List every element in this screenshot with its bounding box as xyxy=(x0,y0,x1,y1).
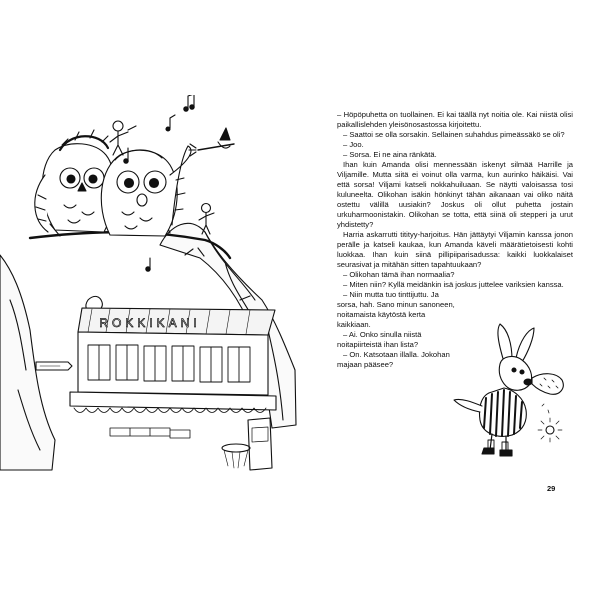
narrow-text-block xyxy=(337,290,455,370)
paragraph: – Miten niin? Kyllä meidänkin isä joskus juttelee variksien kanssa. xyxy=(343,280,564,289)
hopscotch xyxy=(110,428,190,438)
dog-illustration xyxy=(452,322,577,472)
signpost xyxy=(36,362,72,370)
paragraph: – On. Katsotaan illalla. Jokohan majaan pääsee? xyxy=(337,350,450,369)
paragraph: – Ai. Onko sinulla niistä noitapiirteistä ihan lista? xyxy=(337,330,422,349)
illustration xyxy=(0,95,300,475)
small-figure xyxy=(110,121,136,155)
paragraph: – Höpöpuhetta on tuollainen. Ei kai täällä nyt noitia ole. Kai niistä olisi paikallislehden yleisönosastossa kirjoitettu. xyxy=(337,110,573,129)
paragraph: – Niin mutta tuo tinttijuttu. Ja sorsa, hah. Sano minun sanoneen, noitamaista käytöstä kerta kaikkiaan. xyxy=(337,290,455,329)
basketball-hoop xyxy=(222,418,272,470)
paragraph: Ihan kuin Amanda olisi mennessään iskenyt silmää Harrille ja Viljamille. Mutta siitä ei voinut olla varma, kun aurinko häikäisi. Vai että sorsa! Viljami katseli nokkahuiluaan. Se näytti valoisassa tosi kuluneelta. Olikohan isäkin hönkinyt tähän aikanaan vai oliko näitä ostettu välillä uusiakin? Joskus oli ollut puhetta jostain urkuharmoonistakin. Olikohan se totta, että siinä oli stepperi ja urut yhdistetty? xyxy=(337,160,573,229)
paragraph: – Olikohan tämä ihan normaalia? xyxy=(343,270,455,279)
paragraph: Harria askarrutti titityy-harjoitus. Hän jättäytyi Viljamin kanssa jonon perälle ja katseli kaukaa, kun Amanda käveli määrätietoisesti kohti luokkaa. Ihan kuin siinä pillipiiparisadussa: kaikki luokkalaiset seurasivat ja mitähän sitten tapahtuukaan? xyxy=(337,230,573,269)
page-number: 29 xyxy=(547,484,556,493)
paragraph: – Saattoi se olla sorsakin. Sellainen suhahdus pimeässäkö se oli? xyxy=(343,130,565,139)
owl-right xyxy=(101,146,191,236)
paragraph: – Sorsa. Ei ne aina ränkätä. xyxy=(343,150,437,159)
building-sign: ROKKIKANI xyxy=(99,316,201,330)
paragraph: – Joo. xyxy=(343,140,364,149)
witch-flying xyxy=(189,128,234,156)
